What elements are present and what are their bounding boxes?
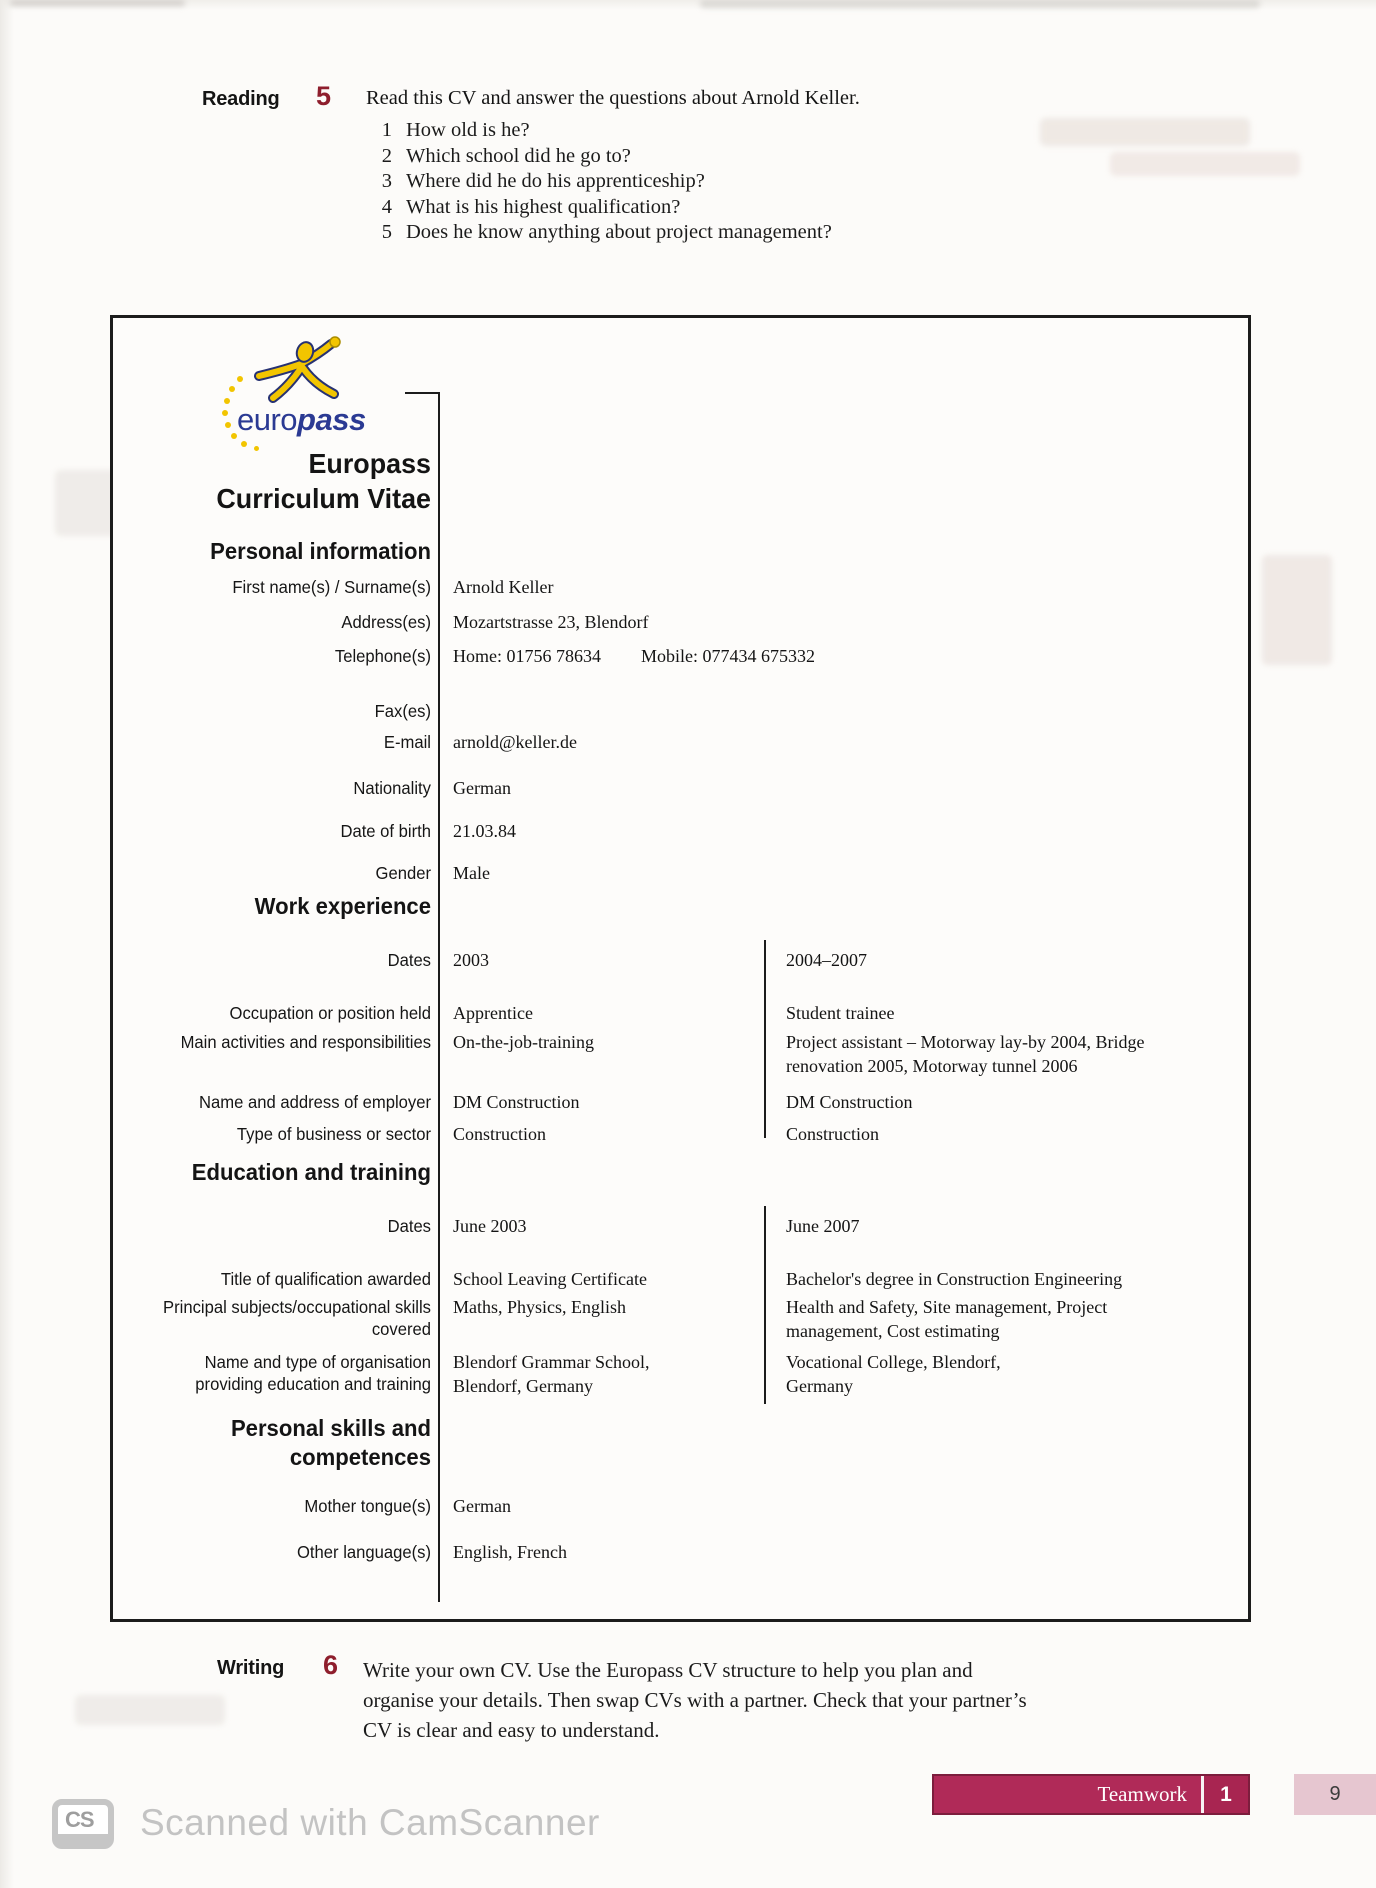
unit-badge-number: 1 [1204, 1776, 1248, 1813]
skills-heading-line2: competences [289, 1444, 431, 1470]
question-number: 3 [381, 170, 392, 192]
section-education-training: Education and training [191, 1159, 431, 1185]
cv-title-line2: Curriculum Vitae [216, 483, 431, 514]
row-label: Name and address of employer [199, 1092, 431, 1112]
writing-instructions [363, 1655, 1123, 1745]
scan-smudge [700, 0, 1260, 8]
row-value-col1: On-the-job-training [453, 1032, 594, 1052]
row-value-col2: DM Construction [786, 1092, 913, 1112]
row-value: Mozartstrasse 23, Blendorf [453, 612, 649, 632]
scan-smudge [10, 0, 185, 6]
europass-figure-icon [239, 336, 369, 406]
bleed-through [1110, 152, 1300, 176]
question-text: Where did he do his apprenticeship? [406, 170, 705, 192]
telephone-mobile: Mobile: 077434 675332 [641, 646, 815, 666]
question-text: What is his highest qualification? [406, 196, 681, 218]
unit-badge [932, 1774, 1250, 1815]
row-value: Arnold Keller [453, 577, 554, 597]
organisation-col2-line2: Germany [786, 1376, 853, 1396]
reading-question [366, 145, 631, 168]
europass-logo-pass: pass [297, 402, 366, 437]
writing-label: Writing [217, 1657, 285, 1679]
row-label: Gender [375, 863, 431, 883]
page-number-tab: 9 [1294, 1774, 1376, 1815]
row-value-col2: Construction [786, 1124, 879, 1144]
row-label: Title of qualification awarded [220, 1269, 431, 1289]
question-text: Which school did he go to? [406, 145, 631, 167]
reading-exercise-number: 5 [316, 81, 332, 111]
row-value-col2: Bachelor's degree in Construction Engineering [786, 1269, 1123, 1289]
row-label: Nationality [353, 778, 431, 798]
row-value: German [453, 1496, 511, 1516]
europass-cv-frame [110, 315, 1251, 1622]
column2-divider-work [764, 940, 766, 1138]
row-value: 21.03.84 [453, 821, 516, 841]
row-value-col2: June 2007 [786, 1216, 860, 1236]
row-value-col1 [453, 1350, 748, 1398]
reading-question [366, 170, 705, 193]
row-value-col2: 2004–2007 [786, 950, 867, 970]
cv-title-line1: Europass [308, 448, 431, 479]
cv-title [126, 446, 431, 516]
writing-line1: Write your own CV. Use the Europass CV structure to help you plan and [363, 1658, 973, 1682]
row-label: Main activities and responsibilities [180, 1032, 431, 1052]
question-text: Does he know anything about project management? [406, 221, 832, 243]
row-value-col2: Health and Safety, Site management, Project management, Cost estimating [786, 1297, 1108, 1341]
skills-heading-line1: Personal skills and [230, 1415, 431, 1441]
row-label: Address(es) [341, 612, 431, 632]
reading-question [366, 196, 680, 219]
bleed-through [1262, 555, 1332, 665]
europass-logo-text [237, 402, 366, 438]
question-number: 5 [381, 221, 392, 243]
reading-label: Reading [202, 88, 280, 110]
organisation-col1-line2: Blendorf, Germany [453, 1376, 593, 1396]
writing-exercise-number: 6 [323, 1650, 339, 1680]
row-label: Telephone(s) [334, 646, 431, 666]
row-value-col2: Student trainee [786, 1003, 895, 1023]
unit-badge-label: Teamwork [1097, 1782, 1187, 1806]
row-value-col1: DM Construction [453, 1092, 580, 1112]
camscanner-logo-bar [58, 1834, 108, 1843]
row-value: arnold@keller.de [453, 732, 578, 752]
row-label: Mother tongue(s) [304, 1496, 431, 1516]
bleed-through [75, 1695, 225, 1725]
row-label: Name and type of organisation providing education and training [195, 1352, 431, 1394]
logo-connector-line [405, 392, 440, 394]
writing-line2: organise your details. Then swap CVs with a partner. Check that your partner’s [363, 1688, 1027, 1712]
section-work-experience: Work experience [254, 893, 431, 919]
column2-divider-education [764, 1206, 766, 1404]
question-number: 1 [381, 119, 392, 141]
row-label: Type of business or sector [236, 1124, 431, 1144]
row-value-col1: Maths, Physics, English [453, 1297, 627, 1317]
section-personal-skills [126, 1414, 431, 1472]
reading-intro: Read this CV and answer the questions about Arnold Keller. [366, 87, 860, 109]
row-label: E-mail [383, 732, 431, 752]
question-text: How old is he? [406, 119, 530, 141]
reading-question [366, 119, 530, 142]
section-personal-information: Personal information [210, 538, 431, 564]
row-label: First name(s) / Surname(s) [232, 577, 431, 597]
row-value-col2: Project assistant – Motorway lay-by 2004, Bridge renovation 2005, Motorway tunnel 2006 [786, 1032, 1145, 1076]
europass-logo-euro: euro [237, 402, 298, 437]
row-value: German [453, 778, 511, 798]
question-number: 2 [381, 145, 392, 167]
scan-edge-left [0, 0, 14, 1888]
row-value-col2 [786, 1350, 1246, 1398]
question-number: 4 [381, 196, 392, 218]
camscanner-logo-text: CS [65, 1807, 94, 1832]
row-value: English, French [453, 1542, 567, 1562]
row-label: Principal subjects/occupational skills covered [163, 1297, 431, 1339]
row-value-col1: School Leaving Certificate [453, 1269, 647, 1289]
row-label: Occupation or position held [229, 1003, 431, 1023]
row-label: Dates [387, 1216, 431, 1236]
row-value-col1: Construction [453, 1124, 546, 1144]
writing-line3: CV is clear and easy to understand. [363, 1718, 660, 1742]
row-label: Date of birth [340, 821, 431, 841]
row-label: Other language(s) [296, 1542, 431, 1562]
row-value-col1: June 2003 [453, 1216, 527, 1236]
row-label: Dates [387, 950, 431, 970]
bleed-through [1040, 118, 1250, 146]
organisation-col1-line1: Blendorf Grammar School, [453, 1352, 650, 1372]
telephone-home: Home: 01756 78634 [453, 646, 601, 666]
camscanner-logo-icon [52, 1799, 114, 1849]
main-divider-line [438, 392, 440, 1602]
row-value-col1: Apprentice [453, 1003, 533, 1023]
row-label: Fax(es) [374, 701, 431, 721]
row-value: Male [453, 863, 490, 883]
camscanner-caption: Scanned with CamScanner [140, 1802, 600, 1843]
row-value [453, 644, 1013, 668]
reading-question [366, 221, 832, 244]
organisation-col2-line1: Vocational College, Blendorf, [786, 1352, 1001, 1372]
row-value-col1: 2003 [453, 950, 489, 970]
europass-logo [213, 336, 428, 448]
